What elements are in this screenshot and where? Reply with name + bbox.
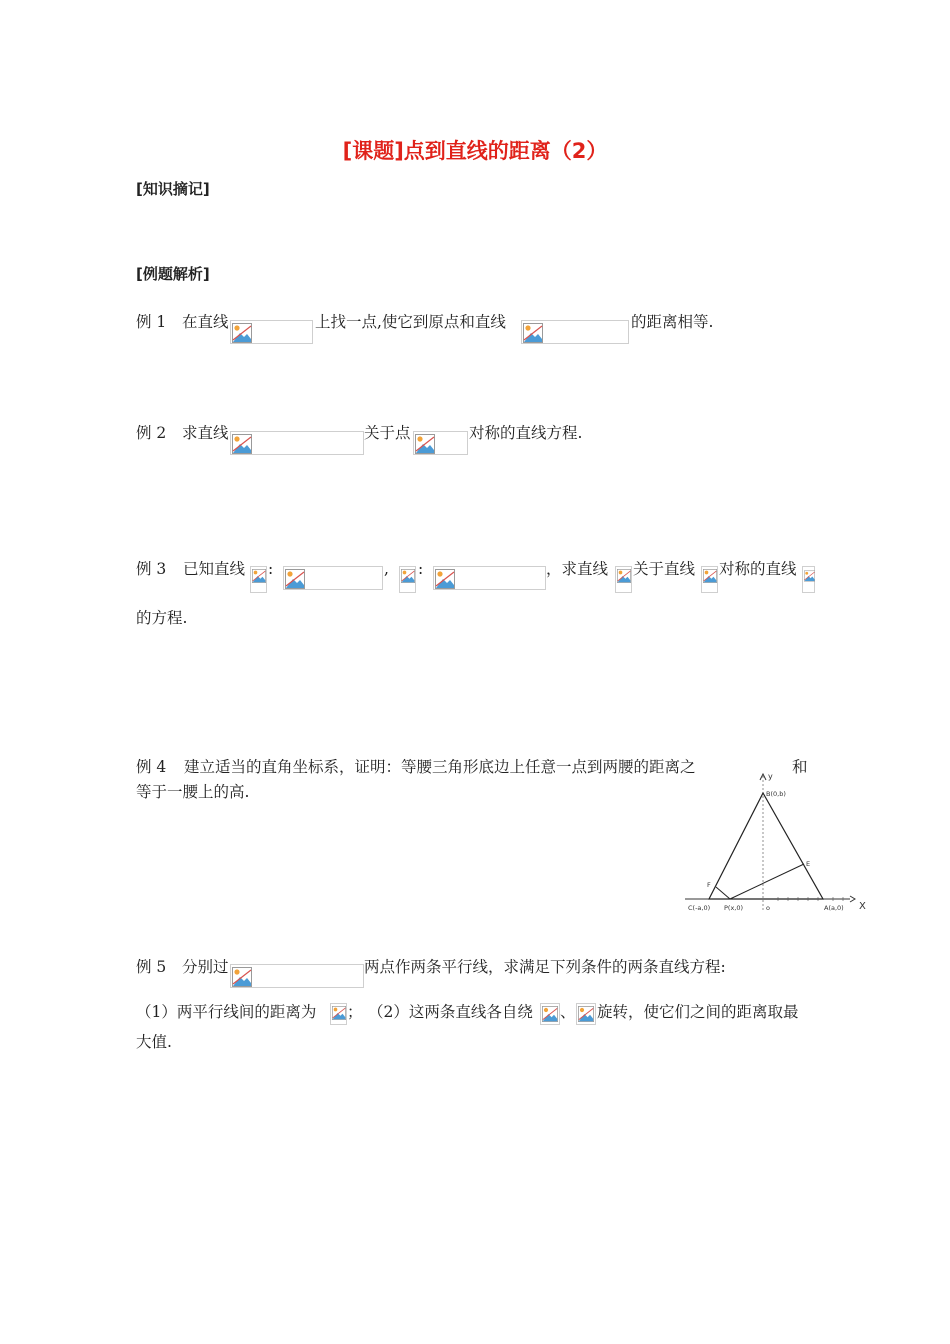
broken-image-icon	[283, 566, 383, 590]
label-e: E	[806, 860, 811, 868]
broken-image-icon	[330, 1003, 347, 1025]
example-3-comma: ,	[384, 560, 389, 578]
section-knowledge: [知识摘记]	[136, 180, 210, 198]
example-4-line-2: 等于一腰上的高.	[136, 783, 250, 801]
example-2-text-c: 对称的直线方程.	[469, 424, 583, 442]
example-4-line-1: 建立适当的直角坐标系，证明：等腰三角形底边上任意一点到两腰的距离之	[184, 758, 696, 776]
broken-image-icon	[576, 1003, 596, 1025]
example-5-text-a: 分别过	[182, 958, 229, 976]
example-3-text-e: 的方程.	[136, 609, 188, 627]
label-f: F	[707, 881, 711, 889]
broken-image-icon	[250, 566, 267, 593]
perpendicular-pe	[730, 864, 804, 899]
example-5-separator: 、	[560, 1003, 576, 1021]
broken-image-icon	[615, 566, 632, 593]
example-2-label: 例 2	[136, 424, 167, 442]
broken-image-icon	[540, 1003, 560, 1025]
label-y: y	[768, 772, 773, 781]
example-3-text-b: ，求直线	[546, 560, 609, 578]
broken-image-icon	[230, 320, 313, 344]
label-x: X	[859, 901, 866, 912]
example-1-text-c: 的距离相等.	[631, 313, 714, 331]
label-p: P(x,0)	[724, 904, 744, 912]
example-3-text-a: 已知直线	[183, 560, 246, 578]
triangle	[709, 793, 823, 899]
broken-image-icon	[399, 566, 416, 593]
example-3-text-d: 对称的直线	[719, 560, 797, 578]
section-examples: [例题解析]	[136, 265, 210, 283]
broken-image-icon	[230, 964, 364, 988]
example-5-condition-2: （2）这两条直线各自绕	[368, 1003, 533, 1021]
x-axis-arrow	[850, 896, 855, 902]
example-1-text-a: 在直线	[182, 313, 229, 331]
example-5-condition-1-end: ；	[347, 1003, 363, 1021]
example-1-text-b: 上找一点,使它到原点和直线	[315, 313, 506, 331]
example-4-label: 例 4	[136, 758, 167, 776]
example-5-condition-2-end: 大值.	[136, 1033, 172, 1051]
label-o: o	[766, 904, 770, 912]
example-2-text-b: 关于点	[364, 424, 411, 442]
example-5-condition-2-rest: 旋转，使它们之间的距离取最	[597, 1003, 799, 1021]
example-3-colon-2: :	[418, 560, 424, 578]
broken-image-icon	[701, 566, 718, 593]
example-3-text-c: 关于直线	[633, 560, 696, 578]
page-title: [课题]点到直线的距离（2）	[342, 139, 608, 163]
label-a: A(a,0)	[824, 904, 844, 912]
example-5-condition-1: （1）两平行线间的距离为	[136, 1003, 317, 1021]
example-3-label: 例 3	[136, 560, 167, 578]
example-1-label: 例 1	[136, 313, 167, 331]
broken-image-icon	[802, 566, 815, 593]
isosceles-triangle-diagram	[680, 770, 870, 920]
example-5-label: 例 5	[136, 958, 167, 976]
broken-image-icon	[413, 431, 468, 455]
label-c: C(-a,0)	[688, 904, 711, 912]
broken-image-icon	[433, 566, 546, 590]
example-4-he: 和	[792, 758, 808, 776]
label-b: B(0,b)	[766, 790, 786, 798]
example-5-text-b: 两点作两条平行线，求满足下列条件的两条直线方程:	[364, 958, 726, 976]
broken-image-icon	[521, 320, 629, 344]
example-3-colon-1: :	[268, 560, 274, 578]
example-2-text-a: 求直线	[182, 424, 229, 442]
perpendicular-pf	[716, 887, 730, 899]
broken-image-icon	[230, 431, 364, 455]
